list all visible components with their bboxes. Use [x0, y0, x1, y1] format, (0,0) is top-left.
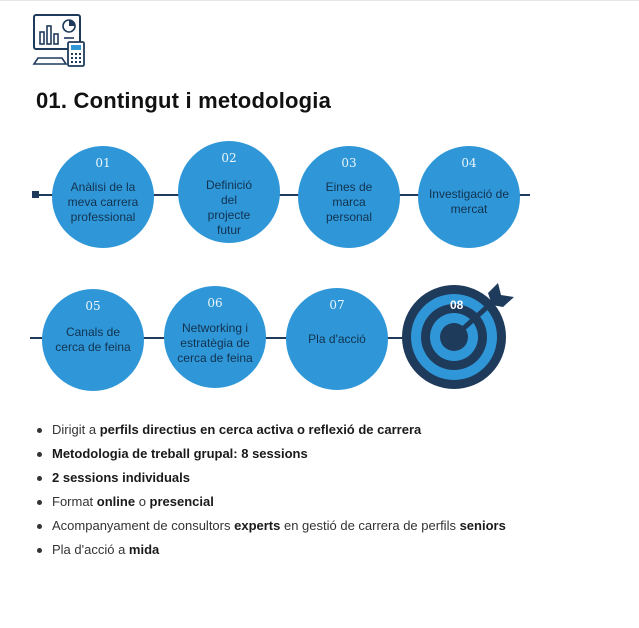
step-number: 06	[207, 296, 223, 310]
list-item: 2 sessions individuals	[34, 466, 506, 490]
list-item: Acompanyament de consultors experts en gestió de carrera de perfils seniors	[34, 514, 506, 538]
monitor-chart-calculator-icon	[32, 12, 88, 70]
step-circle-04	[418, 146, 520, 248]
list-item: Dirigit a perfils directius en cerca activa o reflexió de carrera	[34, 418, 506, 442]
step-label: Anàlisi de la meva carrera professional	[67, 180, 139, 224]
step-label: Investigació de mercat	[428, 187, 510, 216]
step-circle-05	[42, 289, 144, 391]
step-number: 02	[221, 151, 237, 165]
step-label: Eines de marca personal	[325, 180, 373, 224]
list-item: Metodologia de treball grupal: 8 sessions	[34, 442, 506, 466]
top-divider	[0, 0, 639, 1]
target-icon	[402, 283, 518, 391]
step-number: 03	[341, 156, 357, 170]
step-label: Definició del projecte futur	[205, 178, 253, 237]
page-title: 01. Contingut i metodologia	[36, 88, 332, 113]
process-line-start-marker	[32, 191, 39, 198]
step-circle-03	[298, 146, 400, 248]
step-circle-02	[178, 141, 280, 243]
feature-list	[34, 418, 506, 562]
list-item: Pla d'acció a mida	[34, 538, 506, 562]
step-label: Networking i estratègia de cerca de feina	[177, 321, 253, 365]
step-number: 07	[329, 298, 345, 312]
step-number: 01	[95, 156, 111, 170]
step-circle-01	[52, 146, 154, 248]
list-item: Format online o presencial	[34, 490, 506, 514]
step-label: Canals de cerca de feina	[55, 325, 131, 354]
step-number: 05	[85, 299, 101, 313]
step-label: Pla d'acció	[308, 332, 366, 346]
step-number: 04	[461, 156, 477, 170]
step-number-08: 08	[450, 298, 464, 312]
step-circle-06	[164, 286, 266, 388]
step-circle-07	[286, 288, 388, 390]
